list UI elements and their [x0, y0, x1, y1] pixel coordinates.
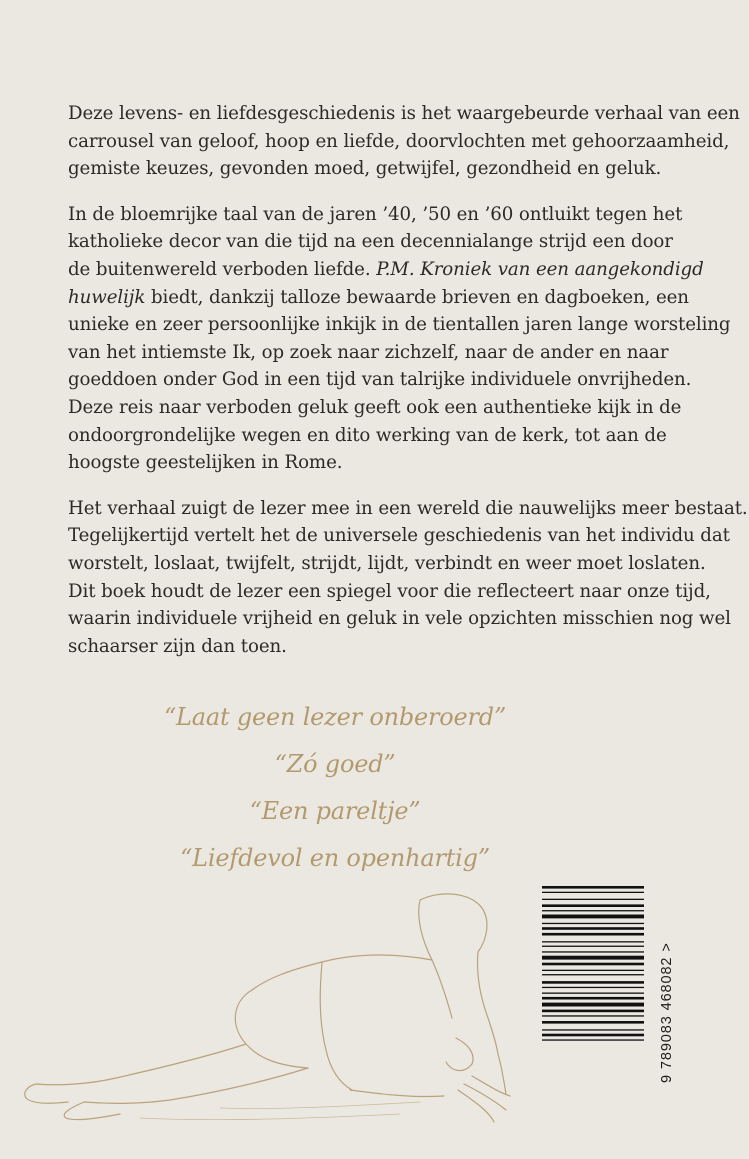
barcode-bar — [542, 963, 644, 966]
text-segment: biedt, dankzij talloze bewaarde brieven en dagboeken, een — [145, 286, 689, 308]
reclining-figure-sketch — [20, 878, 520, 1128]
text-line: katholieke decor van die tijd na een decennialange strijd een door — [68, 231, 673, 253]
text-line: Deze reis naar verboden geluk geeft ook een authentieke kijk in de — [68, 396, 682, 418]
review-quote: “Zó goed” — [274, 750, 396, 778]
text-line — [68, 284, 708, 312]
barcode-bar — [542, 904, 644, 907]
text-line: schaarser zijn dan toen. — [68, 635, 287, 657]
barcode-bar — [542, 1039, 644, 1040]
barcode-bar — [542, 970, 644, 971]
barcode-bar — [542, 1029, 644, 1030]
text-line: Het verhaal zuigt de lezer mee in een wereld die nauwelijks meer bestaat. — [68, 497, 748, 519]
blurb-paragraph-2 — [68, 201, 731, 477]
barcode-bar — [542, 987, 644, 988]
barcode-bar — [542, 933, 644, 936]
barcode-bar — [542, 997, 644, 1000]
text-line: Deze levens- en liefdesgeschiedenis is het waargebeurde verhaal van een — [68, 103, 740, 124]
blurb-paragraph-3 — [68, 495, 748, 661]
barcode-bar — [542, 1015, 644, 1016]
barcode-bar — [542, 899, 644, 900]
barcode-bar — [542, 927, 644, 930]
text-line: hoogste geestelijken in Rome. — [68, 452, 343, 474]
text-segment: de buitenwereld verboden liefde. — [68, 258, 377, 280]
barcode-bar — [542, 910, 644, 911]
isbn-digits: 9 789083 468082 > — [659, 942, 675, 1083]
barcode-bar — [542, 941, 644, 942]
barcode-bar — [542, 993, 644, 994]
text-line: carrousel van geloof, hoop en liefde, doorvlochten met gehoorzaamheid, — [68, 130, 730, 152]
text-line: ondoorgrondelijke wegen en dito werking van de kerk, tot aan de — [68, 424, 667, 446]
barcode-bar — [542, 1034, 644, 1037]
text-line: goeddoen onder God in een tijd van talrijke individuele onvrijheden. — [68, 369, 692, 391]
back-cover-blurb — [68, 100, 748, 678]
barcode-bar — [542, 1003, 644, 1007]
barcode-bar — [542, 981, 644, 984]
barcode-bar — [542, 974, 644, 975]
review-quote: “Liefdevol en openhartig” — [180, 844, 490, 872]
text-line — [68, 256, 708, 284]
text-line: Tegelijkertijd vertelt het de universele geschiedenis van het individu dat — [68, 525, 730, 547]
barcode-bar — [542, 1021, 644, 1024]
text-line: worstelt, loslaat, twijfelt, strijdt, lijdt, verbindt en weer moet loslaten. — [68, 552, 706, 574]
barcode-bar — [542, 923, 644, 924]
text-line: Dit boek houdt de lezer een spiegel voor die reflecteert naar onze tijd, — [68, 580, 711, 602]
blurb-paragraph-1 — [68, 100, 740, 183]
text-line: waarin individuele vrijheid en geluk in vele opzichten misschien nog wel — [68, 608, 731, 630]
review-quote: “Laat geen lezer onberoerd” — [163, 703, 507, 731]
barcode-bar — [542, 892, 644, 893]
review-quote: “Een pareltje” — [249, 797, 421, 825]
text-line: unieke en zeer persoonlijke inkijk in de tientallen jaren lange worsteling — [68, 314, 731, 336]
text-line: gemiste keuzes, gevonden moed, getwijfel, gezondheid en geluk. — [68, 158, 662, 180]
review-quotes — [0, 694, 670, 882]
barcode-bar — [542, 1010, 644, 1013]
text-line: van het intiemste Ik, op zoek naar zichzelf, naar de ander en naar — [68, 341, 669, 363]
book-title-italic: P.M. Kroniek van een aangekondigd — [376, 258, 704, 280]
book-title-italic: huwelijk — [68, 286, 146, 308]
barcode-bar — [542, 951, 644, 952]
text-line: In de bloemrijke taal van de jaren ’40, ’50 en ’60 ontluikt tegen het — [68, 203, 683, 225]
barcode-bar — [542, 886, 644, 889]
barcode-bar — [542, 946, 644, 947]
barcode-bar — [542, 956, 644, 960]
barcode-bar — [542, 915, 644, 919]
